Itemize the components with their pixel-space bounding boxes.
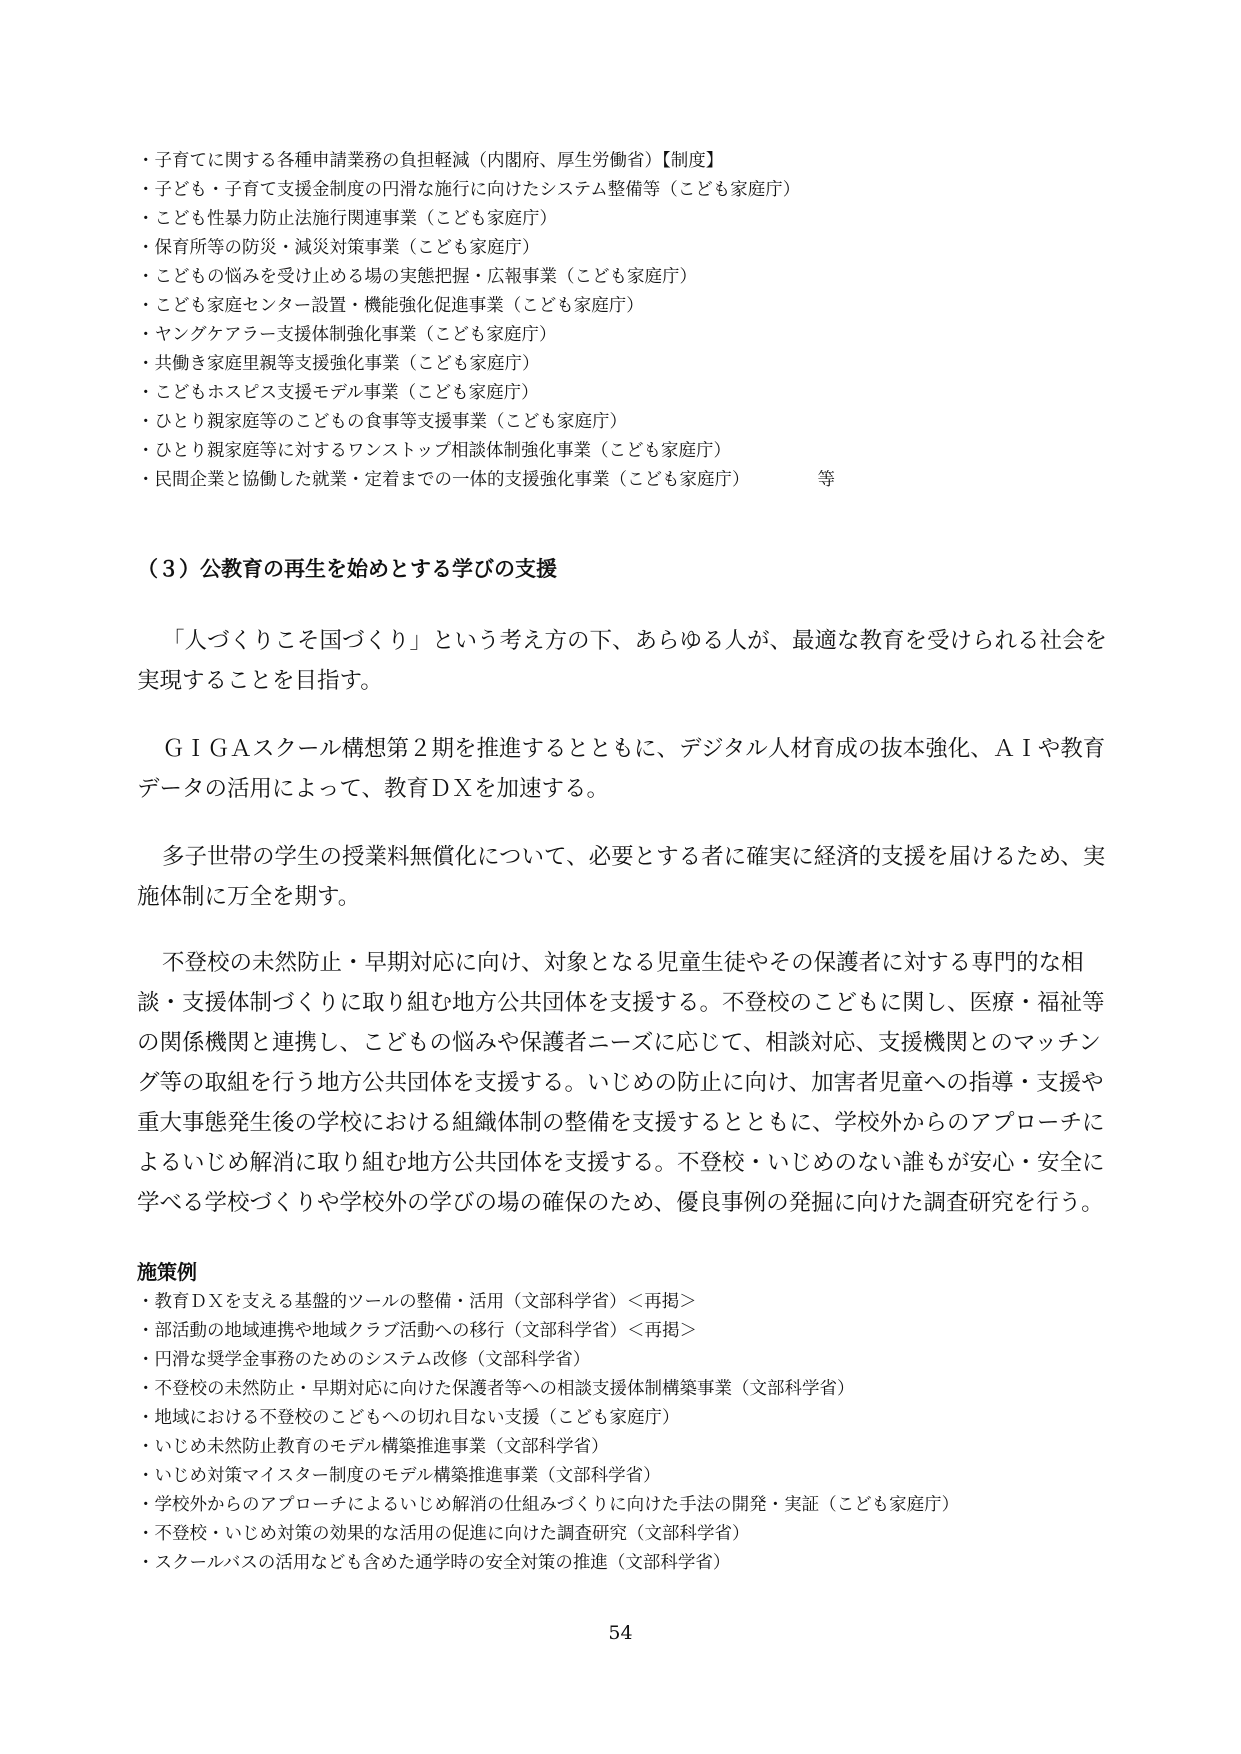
list-item-last — [137, 466, 835, 495]
list-item: ・不登校・いじめ対策の効果的な活用の促進に向けた調査研究（文部科学省） — [137, 1524, 750, 1544]
body-paragraph: 多子世帯の学生の授業料無償化について、必要とする者に確実に経済的支援を届けるため、実施体制に万全を期す。 — [137, 844, 1106, 910]
list-item: ・こども性暴力防止法施行関連事業（こども家庭庁） — [137, 209, 557, 229]
list-item: ・いじめ未然防止教育のモデル構築推進事業（文部科学省） — [137, 1437, 609, 1457]
list-item: ・こどもホスピス支援モデル事業（こども家庭庁） — [137, 383, 539, 403]
list-item: ・いじめ対策マイスター制度のモデル構築推進事業（文部科学省） — [137, 1466, 661, 1486]
policy-examples-heading: 施策例 — [137, 1260, 197, 1284]
list-item: ・スクールバスの活用なども含めた通学時の安全対策の推進（文部科学省） — [137, 1553, 731, 1573]
body-paragraph: ＧＩＧＡスクール構想第２期を推進するとともに、デジタル人材育成の抜本強化、ＡＩや教育データの活用によって、教育ＤＸを加速する。 — [137, 736, 1106, 802]
list-item: ・共働き家庭里親等支援強化事業（こども家庭庁） — [137, 354, 540, 374]
policy-examples-list — [137, 1288, 959, 1578]
list-item: ・こども家庭センター設置・機能強化促進事業（こども家庭庁） — [137, 296, 644, 316]
section-heading: （３）公教育の再生を始めとする学びの支援 — [137, 557, 557, 581]
list-item: ・部活動の地域連携や地域クラブ活動への移行（文部科学省）＜再掲＞ — [137, 1321, 697, 1341]
list-item: ・学校外からのアプローチによるいじめ解消の仕組みづくりに向けた手法の開発・実証（こども家庭庁） — [137, 1495, 960, 1515]
list-item: ・教育ＤＸを支える基盤的ツールの整備・活用（文部科学省）＜再掲＞ — [137, 1292, 697, 1312]
page-number: 54 — [608, 1622, 633, 1644]
list-item: ・地域における不登校のこどもへの切れ目ない支援（こども家庭庁） — [137, 1408, 680, 1428]
list-item: ・こどもの悩みを受け止める場の実態把握・広報事業（こども家庭庁） — [137, 267, 697, 287]
list-item: ・ヤングケアラー支援体制強化事業（こども家庭庁） — [137, 325, 557, 345]
list-item: ・ひとり親家庭等のこどもの食事等支援事業（こども家庭庁） — [137, 412, 627, 432]
list-item: ・ひとり親家庭等に対するワンストップ相談体制強化事業（こども家庭庁） — [137, 441, 731, 461]
list-item: ・円滑な奨学金事務のためのシステム改修（文部科学省） — [137, 1350, 591, 1370]
list-item: ・保育所等の防災・減災対策事業（こども家庭庁） — [137, 238, 540, 258]
body-paragraph: 「人づくりこそ国づくり」という考え方の下、あらゆる人が、最適な教育を受けられる社会を実現することを目指す。 — [137, 628, 1108, 694]
list-item: ・子育てに関する各種申請業務の負担軽減（内閣府、厚生労働省）【制度】 — [137, 151, 724, 171]
body-paragraph: 不登校の未然防止・早期対応に向け、対象となる児童生徒やその保護者に対する専門的な相談・支援体制づくりに取り組む地方公共団体を支援する。不登校のこどもに関し、医療・福祉等の関係機関と連携し、こどもの悩みや保護者ニーズに応じて、相談対応、支援機関とのマッチング等の取組を行う地方公共団体を支援する。いじめの防止に向け、加害者児童への指導・支援や重大事態発生後の学校における組織体制の整備を支援するとともに、学校外からのアプローチによるいじめ解消に取り組む地方公共団体を支援する。不登校・いじめのない誰もが安心・安全に学べる学校づくりや学校外の学びの場の確保のため、優良事例の発掘に向けた調査研究を行う。 — [137, 950, 1105, 1216]
list-item: ・不登校の未然防止・早期対応に向けた保護者等への相談支援体制構築事業（文部科学省） — [137, 1379, 855, 1399]
policy-list-continued — [137, 147, 835, 495]
list-item: ・子ども・子育て支援金制度の円滑な施行に向けたシステム整備等（こども家庭庁） — [137, 180, 801, 200]
list-item-text: ・民間企業と協働した就業・定着までの一体的支援強化事業（こども家庭庁） — [137, 470, 750, 490]
etc-marker: 等 — [817, 470, 835, 490]
